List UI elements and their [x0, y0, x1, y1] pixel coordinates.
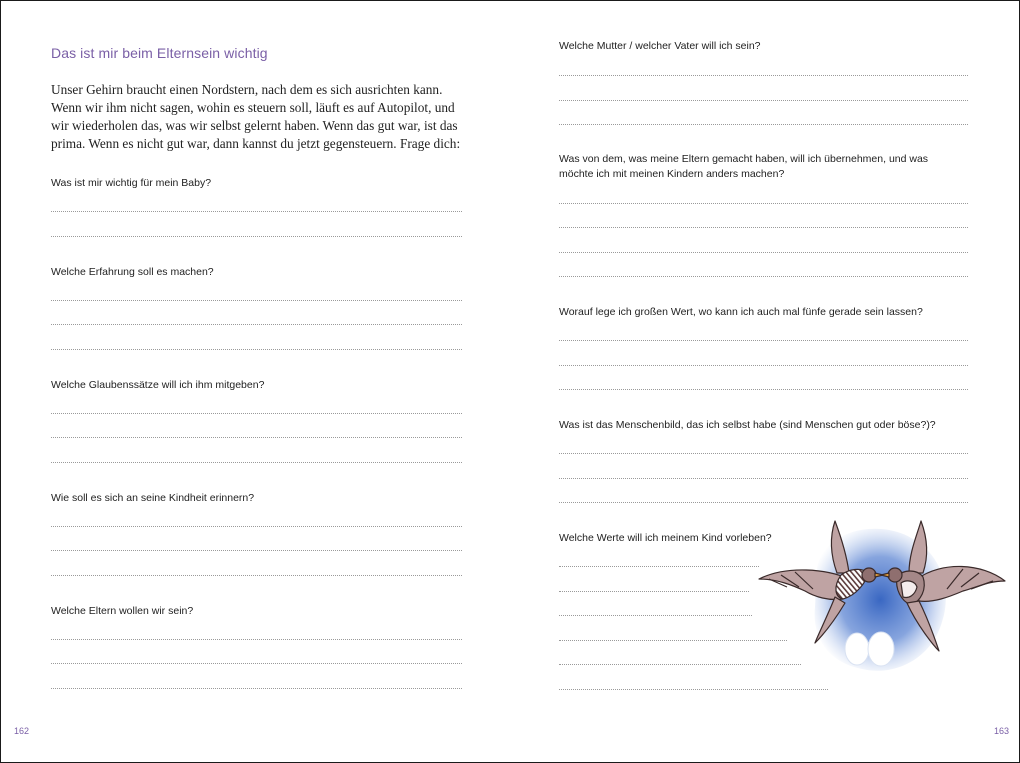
answer-line[interactable]	[51, 413, 462, 414]
answer-line[interactable]	[559, 389, 968, 390]
answer-line[interactable]	[559, 227, 968, 228]
answer-line[interactable]	[51, 300, 462, 301]
intro-paragraph: Unser Gehirn braucht einen Nordstern, nach dem es sich ausrichten kann. Wenn wir ihm nicht sagen, wohin es steuern soll, läuft es auf Autopilot, und wir wiederholen das, was wir selbst gelernt haben. Wenn das gut war, ist das prima. Wenn es nicht gut war, dann kannst du jetzt gegensteuern. Frage dich:	[51, 82, 461, 151]
answer-line[interactable]	[51, 575, 462, 576]
section-heading: Das ist mir beim Elternsein wichtig	[51, 45, 268, 61]
question-childhood-memory: Wie soll es sich an seine Kindheit erinnern?	[51, 492, 255, 504]
answer-line[interactable]	[559, 252, 968, 253]
answer-line[interactable]	[559, 203, 968, 204]
question-which-parents: Welche Eltern wollen wir sein?	[51, 605, 194, 617]
question-mother-father: Welche Mutter / welcher Vater will ich sein?	[559, 40, 761, 52]
question-experience: Welche Erfahrung soll es machen?	[51, 266, 214, 278]
question-values-to-model: Welche Werte will ich meinem Kind vorleben?	[559, 532, 772, 544]
answer-line[interactable]	[51, 349, 462, 350]
question-baby-important: Was ist mir wichtig für mein Baby?	[51, 177, 212, 189]
question-beliefs: Welche Glaubenssätze will ich ihm mitgeben?	[51, 379, 265, 391]
egg	[868, 632, 894, 666]
answer-line[interactable]	[559, 689, 828, 690]
answer-line[interactable]	[51, 437, 462, 438]
page-number-right: 163	[994, 726, 1010, 736]
answer-line[interactable]	[51, 236, 462, 237]
answer-line[interactable]	[559, 365, 968, 366]
two-birds-with-eggs-icon	[757, 517, 1007, 687]
answer-line[interactable]	[559, 340, 968, 341]
answer-line[interactable]	[51, 663, 462, 664]
answer-line[interactable]	[559, 502, 968, 503]
answer-line[interactable]	[559, 124, 968, 125]
egg	[845, 633, 869, 665]
left-page	[1, 1, 510, 762]
answer-line[interactable]	[51, 324, 462, 325]
answer-line[interactable]	[51, 211, 462, 212]
answer-line[interactable]	[51, 526, 462, 527]
question-values-priorities: Worauf lege ich großen Wert, wo kann ich auch mal fünfe gerade sein lassen?	[559, 306, 923, 318]
answer-line[interactable]	[559, 591, 749, 592]
answer-line[interactable]	[51, 639, 462, 640]
answer-line[interactable]	[559, 640, 787, 641]
page-number-left: 162	[14, 726, 30, 736]
answer-line[interactable]	[51, 550, 462, 551]
question-image-of-humanity: Was ist das Menschenbild, das ich selbst habe (sind Menschen gut oder böse?)?	[559, 419, 936, 431]
question-adopt-from-parents: Was von dem, was meine Eltern gemacht haben, will ich übernehmen, und was möchte ich mit meinen Kindern anders machen?	[559, 153, 929, 180]
answer-line[interactable]	[559, 100, 968, 101]
answer-line[interactable]	[51, 462, 462, 463]
answer-line[interactable]	[559, 478, 968, 479]
answer-line[interactable]	[559, 566, 759, 567]
answer-line[interactable]	[559, 276, 968, 277]
answer-line[interactable]	[51, 688, 462, 689]
answer-line[interactable]	[559, 75, 968, 76]
answer-line[interactable]	[559, 453, 968, 454]
answer-line[interactable]	[559, 615, 752, 616]
